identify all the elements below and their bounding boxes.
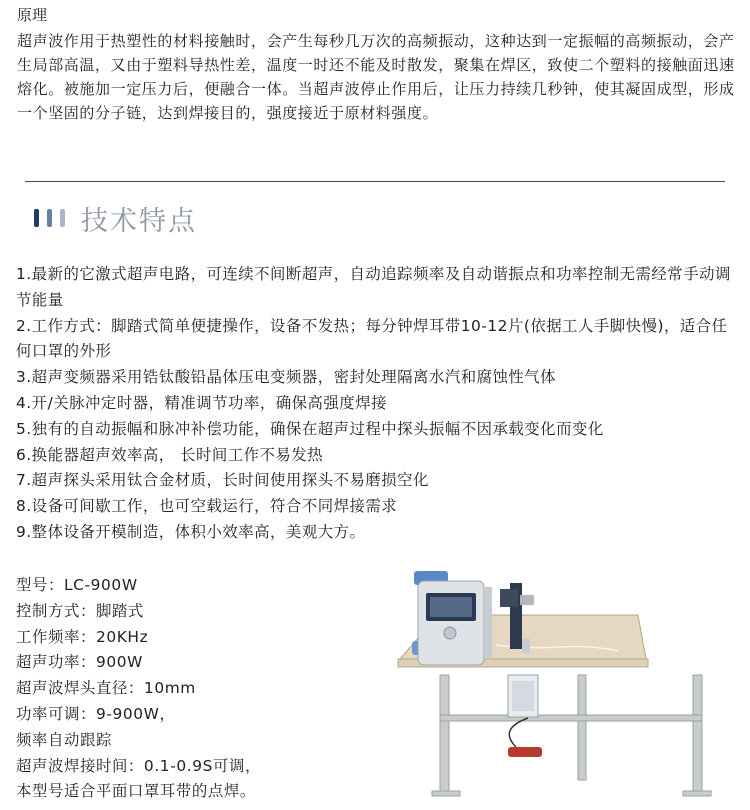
- foot-pedal: [508, 718, 542, 757]
- feature-item: 1.最新的它激式超声电路，可连续不间断超声，自动追踪频率及自动谐振点和功率控制无需经常手动调节能量: [16, 265, 731, 309]
- spec-item: 控制方式：脚踏式: [16, 601, 144, 620]
- section-header: [34, 198, 197, 238]
- spec-item: 频率自动跟踪: [16, 730, 112, 749]
- feature-item: 4.开/关脉冲定时器，精准调节功率，确保高强度焊接: [16, 393, 387, 412]
- spec-item: 功率可调：9-900W，: [16, 704, 176, 723]
- bar-dark: [34, 209, 39, 227]
- bar-medium: [47, 209, 52, 227]
- principle-section: [17, 4, 737, 125]
- feature-item: 2.工作方式：脚踏式简单便捷操作，设备不发热；每分钟焊耳带10-12片(依据工人手脚快慢)，适合任何口罩的外形: [16, 316, 728, 361]
- spec-item: 工作频率：20KHz: [16, 627, 149, 646]
- bar-light: [60, 209, 65, 227]
- feature-item: 3.超声变频器采用锆钛酸铅晶体压电变频器，密封处理隔离水汽和腐蚀性气体: [16, 368, 557, 387]
- principle-heading: 原理: [17, 6, 48, 24]
- machine-photo: [388, 563, 748, 808]
- feature-item: 5.独有的自动振幅和脉冲补偿功能，确保在超声过程中探头振幅不因承载变化而变化: [16, 419, 604, 438]
- section-bars-icon: [34, 209, 65, 227]
- feature-item: 8.设备可间歇工作，也可空载运行，符合不同焊接需求: [16, 497, 398, 516]
- spec-list: [16, 573, 261, 805]
- spec-item: 超声功率：900W: [16, 653, 143, 672]
- principle-body: 超声波作用于热塑性的材料接触时，会产生每秒几万次的高频振动，这种达到一定振幅的高频振动，会产生局部高温，又由于塑料导热性差，温度一时还不能及时散发，聚集在焊区，致使二个塑料的接触面迅速熔化。被施加一定压力后，便融合一体。当超声波停止作用后，让压力持续几秒钟，使其凝固成型，形成一个坚固的分子链，达到焊接目的，强度接近于原材料强度。: [17, 32, 735, 122]
- spec-item: 型号：LC-900W: [16, 576, 138, 594]
- ultrasonic-generator: [418, 581, 492, 665]
- feature-list: [16, 262, 741, 546]
- feature-item: 7.超声探头采用钛合金材质，长时间使用探头不易磨损空化: [16, 471, 429, 490]
- spec-item: 超声波焊接时间：0.1-0.9S可调，: [16, 756, 261, 775]
- motor-housing: [508, 675, 538, 717]
- table-frame: [432, 675, 711, 796]
- section-title: 技术特点: [81, 205, 197, 237]
- spec-item: 超声波焊头直径：10mm: [16, 679, 196, 698]
- feature-item: 6.换能器超声效率高， 长时间工作不易发热: [16, 445, 324, 464]
- knob-icon: [444, 627, 456, 639]
- spec-item: 本型号适合平面口罩耳带的点焊。: [16, 782, 256, 801]
- section-divider: [25, 181, 725, 182]
- feature-item: 9.整体设备开模制造，体积小效率高，美观大方。: [16, 522, 366, 541]
